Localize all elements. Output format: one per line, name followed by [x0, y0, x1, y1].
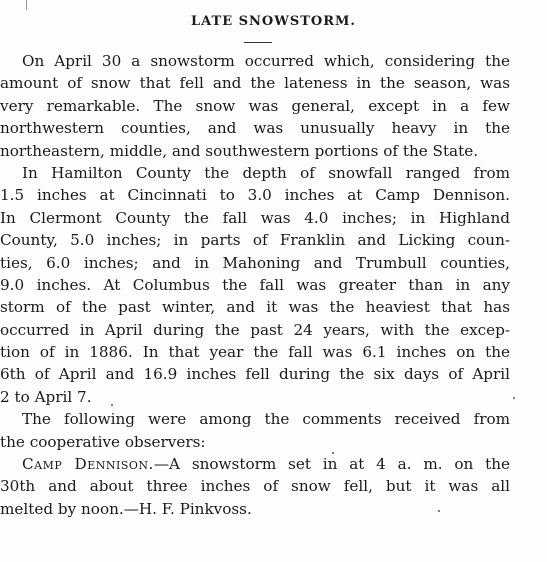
text-line: 9.0 inches. At Columbus the fall was greater than in any — [0, 275, 510, 294]
article-body — [0, 50, 510, 520]
comment-text: —A snowstorm set in at 4 a. m. on the — [153, 455, 510, 474]
text-line: amount of snow that fell and the lateness in the season, was — [0, 74, 510, 93]
text-line: 1.5 inches at Cincinnati to 3.0 inches at Camp Dennison. — [0, 186, 510, 205]
text-line: tion of in 1886. In that year the fall was 6.1 inches on the — [0, 343, 510, 362]
text-line: In Hamilton County the depth of snowfall ranged from — [22, 163, 510, 182]
text-line: 30th and about three inches of snow fell, but it was all — [0, 477, 510, 496]
text-line: The following were among the comments received from — [22, 410, 510, 429]
print-speck — [111, 404, 113, 406]
text-line: northeastern, middle, and southwestern portions of the State. — [0, 141, 479, 160]
title-rule — [244, 42, 272, 43]
text-line: storm of the past winter, and it was the heaviest that has — [0, 298, 510, 317]
print-speck — [332, 452, 334, 454]
print-speck — [513, 397, 515, 399]
article-title: LATE SNOWSTORM. — [191, 14, 356, 29]
text-line: County, 5.0 inches; in parts of Franklin and Licking coun- — [0, 231, 510, 250]
text-line: northwestern counties, and was unusually heavy in the — [0, 119, 510, 138]
margin-mark — [26, 0, 27, 10]
print-speck — [438, 510, 440, 512]
text-line: On April 30 a snowstorm occurred which, considering the — [22, 52, 510, 70]
observer-comment-line — [0, 453, 510, 475]
text-line: very remarkable. The snow was general, except in a few — [0, 96, 510, 115]
text-line: 2 to April 7. — [0, 387, 92, 406]
text-line: melted by noon.—H. F. Pinkvoss. — [0, 499, 252, 518]
text-line: occurred in April during the past 24 years, with the excep- — [0, 320, 510, 339]
text-line: 6th of April and 16.9 inches fell during the six days of April — [0, 365, 510, 384]
observer-place: Camp Dennison. — [22, 455, 154, 474]
text-line: In Clermont County the fall was 4.0 inches; in Highland — [0, 208, 510, 227]
text-line: ties, 6.0 inches; and in Mahoning and Trumbull counties, — [0, 253, 510, 272]
text-line: the cooperative observers: — [0, 432, 206, 451]
